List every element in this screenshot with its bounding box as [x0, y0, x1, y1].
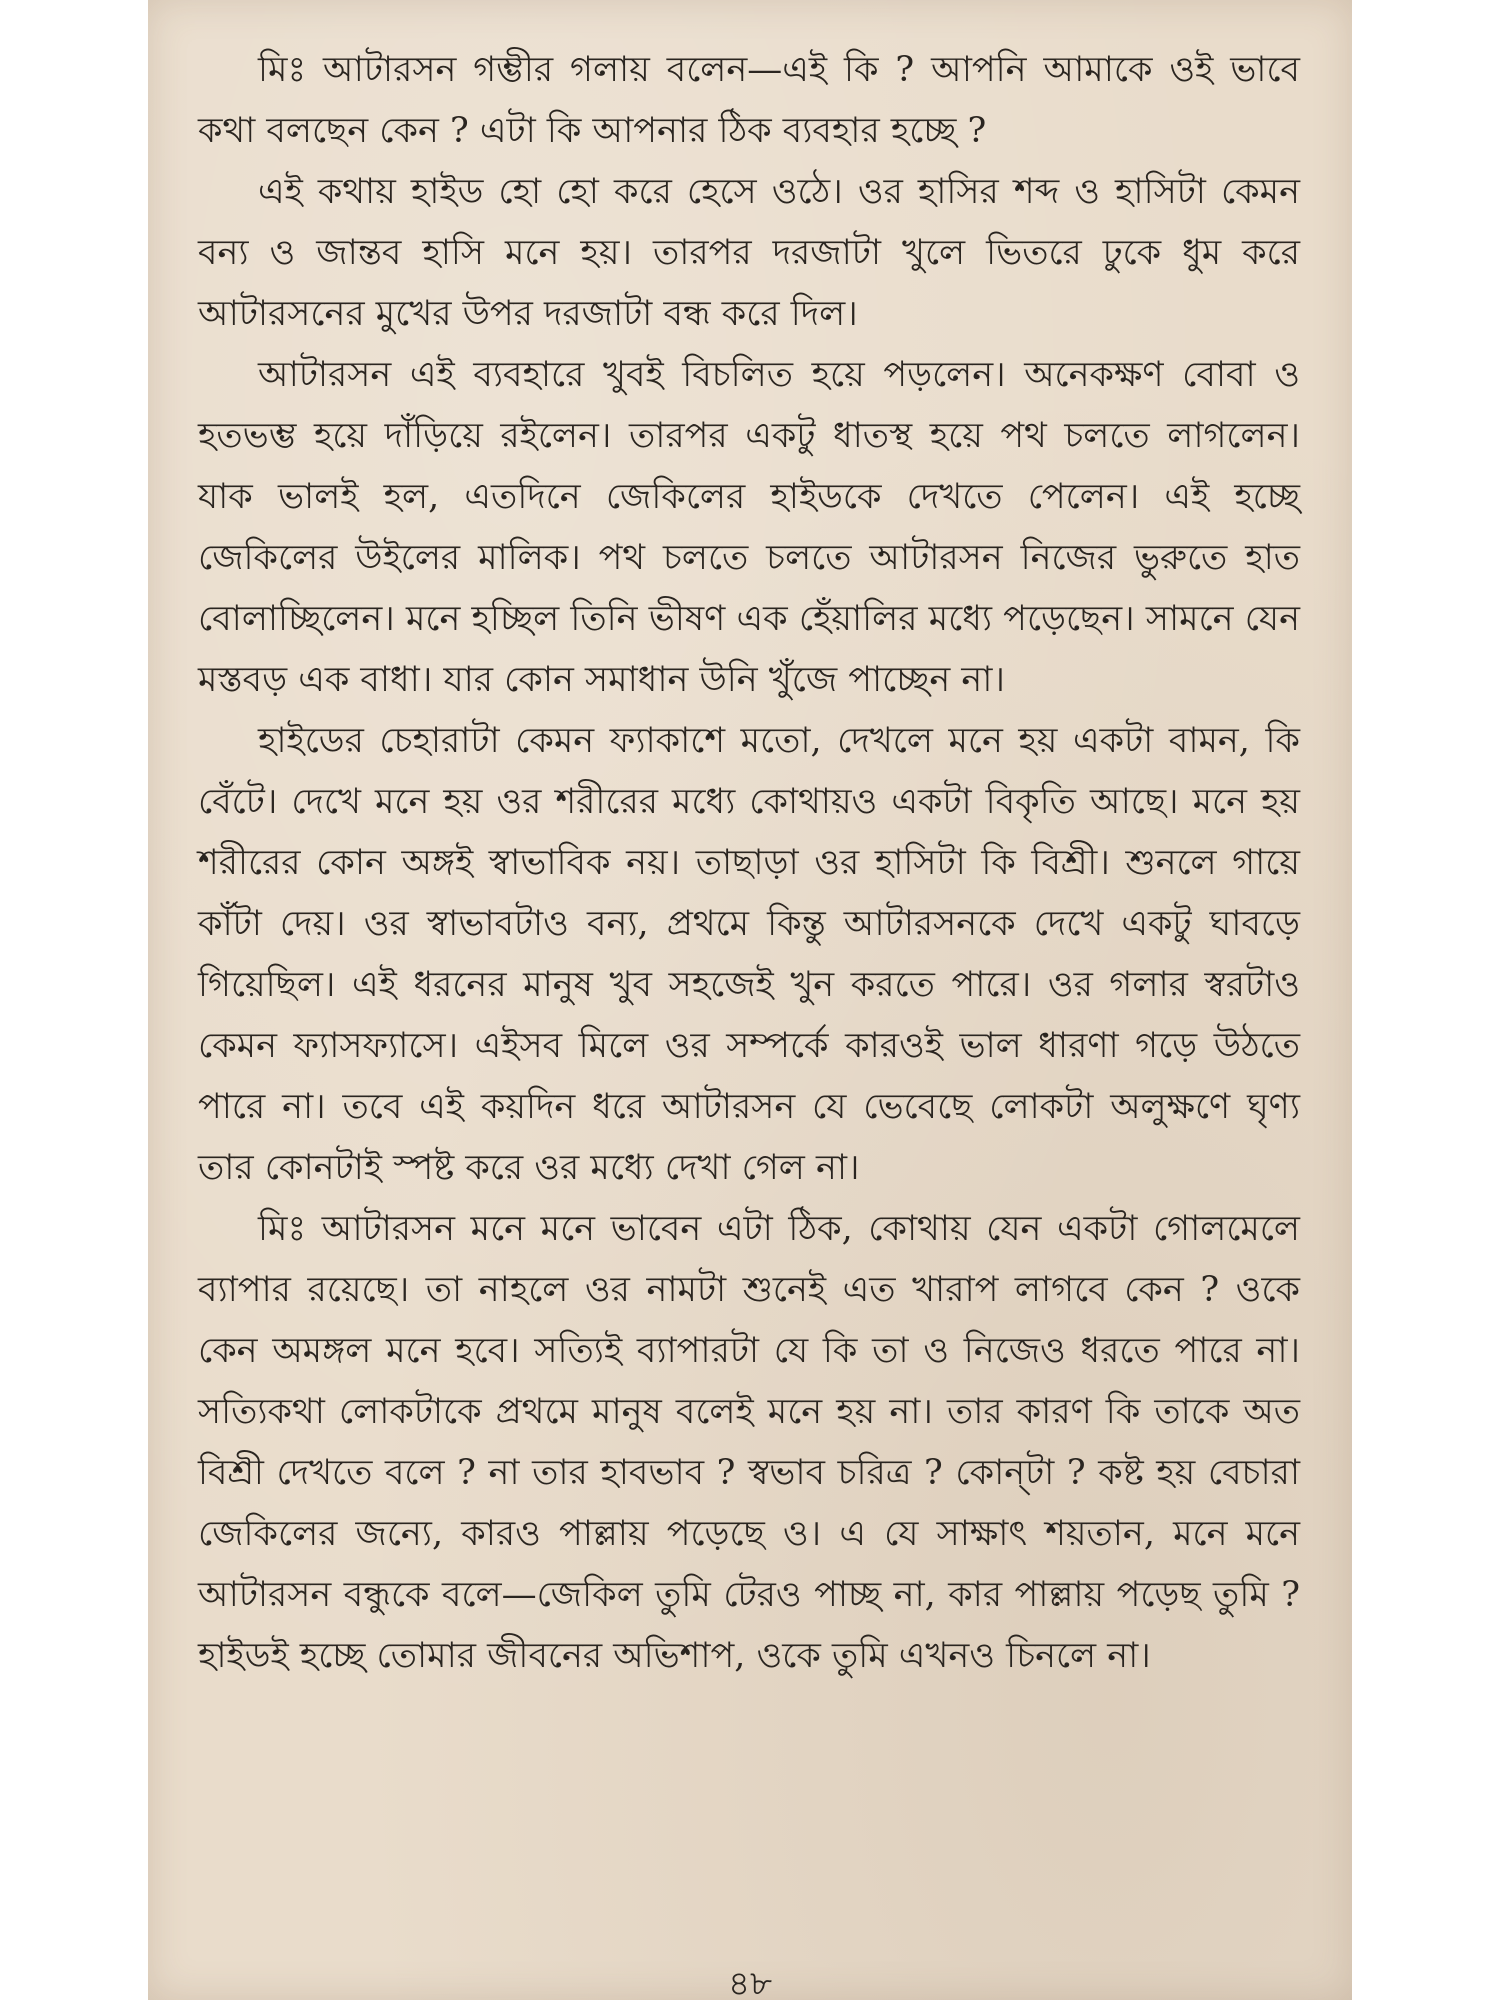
paragraph-1: মিঃ আটারসন গম্ভীর গলায় বলেন—এই কি ? আপনি আমাকে ওই ভাবে কথা বলছেন কেন ? এটা কি আপনার ঠিক ব্যবহার হচ্ছে ? — [198, 50, 1300, 151]
paragraph-3: আটারসন এই ব্যবহারে খুবই বিচলিত হয়ে পড়লেন। অনেকক্ষণ বোবা ও হতভম্ভ হয়ে দাঁড়িয়ে রইলেন। তারপর একটু ধাতস্থ হয়ে পথ চলতে লাগলেন। যাক ভালই হল, এতদিনে জেকিলের হাইডকে দেখতে পেলেন। এই হচ্ছে জেকিলের উইলের মালিক। পথ চলতে চলতে আটারসন নিজের ভুরুতে হাত বোলাচ্ছিলেন। মনে হচ্ছিল তিনি ভীষণ এক হেঁয়ালির মধ্যে পড়েছেন। সামনে যেন মস্তবড় এক বাধা। যার কোন সমাধান উনি খুঁজে পাচ্ছেন না। — [198, 355, 1300, 700]
paragraph-5: মিঃ আটারসন মনে মনে ভাবেন এটা ঠিক, কোথায় যেন একটা গোলমেলে ব্যাপার রয়েছে। তা নাহলে ওর নামটা শুনেই এত খারাপ লাগবে কেন ? ওকে কেন অমঙ্গল মনে হবে। সত্যিই ব্যাপারটা যে কি তা ও নিজেও ধরতে পারে না। সত্যিকথা লোকটাকে প্রথমে মানুষ বলেই মনে হয় না। তার কারণ কি তাকে অত বিশ্রী দেখতে বলে ? না তার হাবভাব ? স্বভাব চরিত্র ? কোন্‌টা ? কষ্ট হয় বেচারা জেকিলের জন্যে, কারও পাল্লায় পড়েছে ও। এ যে সাক্ষাৎ শয়তান, মনে মনে আটারসন বন্ধুকে বলে—জেকিল তুমি টেরও পাচ্ছ না, কার পাল্লায় পড়েছ তুমি ? হাইডই হচ্ছে তোমার জীবনের অভিশাপ, ওকে তুমি এখনও চিনলে না। — [198, 1209, 1300, 1676]
paragraph-2: এই কথায় হাইড হো হো করে হেসে ওঠে। ওর হাসির শব্দ ও হাসিটা কেমন বন্য ও জান্তব হাসি মনে হয়। তারপর দরজাটা খুলে ভিতরে ঢুকে ধুম করে আটারসনের মুখের উপর দরজাটা বন্ধ করে দিল। — [198, 172, 1300, 334]
page-body-text — [198, 40, 1300, 1687]
paragraph-4: হাইডের চেহারাটা কেমন ফ্যাকাশে মতো, দেখলে মনে হয় একটা বামন, কি বেঁটে। দেখে মনে হয় ওর শরীরের মধ্যে কোথায়ও একটা বিকৃতি আছে। মনে হয় শরীরের কোন অঙ্গই স্বাভাবিক নয়। তাছাড়া ওর হাসিটা কি বিশ্রী। শুনলে গায়ে কাঁটা দেয়। ওর স্বাভাবটাও বন্য, প্রথমে কিন্তু আটারসনকে দেখে একটু ঘাবড়ে গিয়েছিল। এই ধরনের মানুষ খুব সহজেই খুন করতে পারে। ওর গলার স্বরটাও কেমন ফ্যাসফ্যাসে। এইসব মিলে ওর সম্পর্কে কারওই ভাল ধারণা গড়ে উঠতে পারে না। তবে এই কয়দিন ধরে আটারসন যে ভেবেছে লোকটা অলুক্ষণে ঘৃণ্য তার কোনটাই স্পষ্ট করে ওর মধ্যে দেখা গেল না। — [198, 721, 1300, 1188]
page-number: ৪৮ — [727, 1964, 773, 2004]
book-page — [148, 0, 1352, 2004]
